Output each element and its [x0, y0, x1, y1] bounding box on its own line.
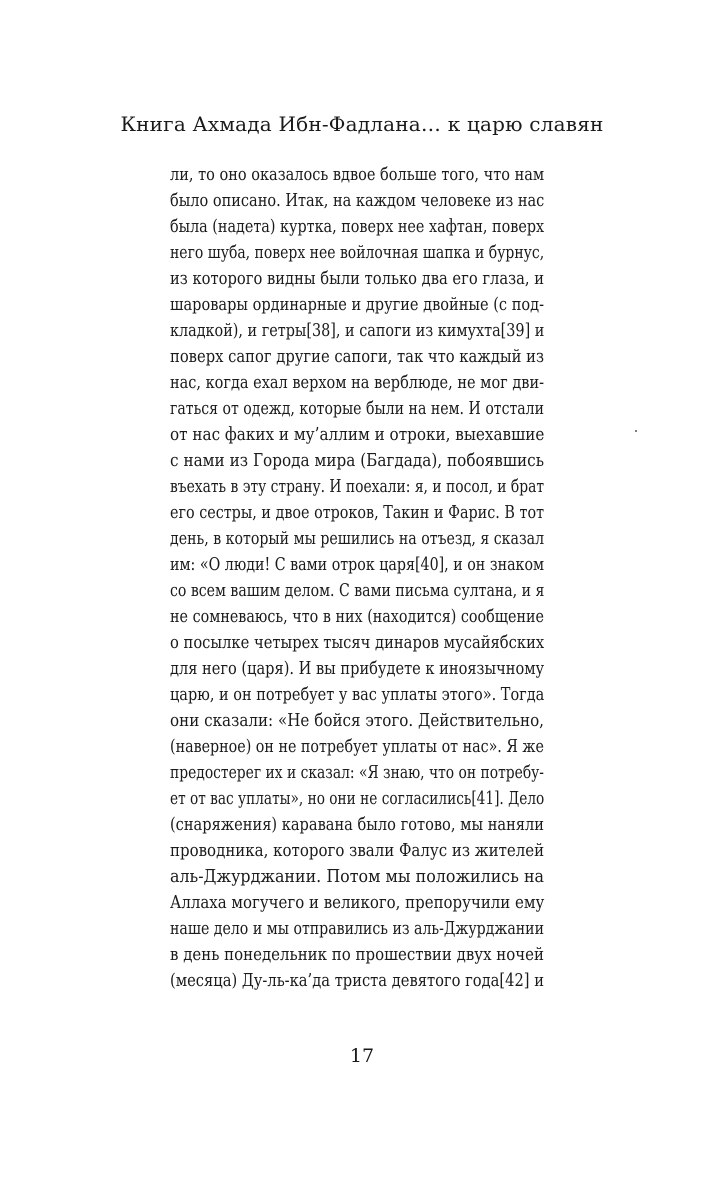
text-line: шаровары ординарные и другие двойные (с под-	[170, 294, 544, 315]
text-line: гаться от одежд, которые были на нем. И отстали	[170, 398, 544, 419]
text-line: (месяца) Ду-ль-ка’да триста девятого года[42] и	[170, 970, 544, 991]
text-line: кладкой), и гетры[38], и сапоги из кимухта[39] и	[170, 320, 545, 341]
text-line: им: «О люди! С вами отрок царя[40], и он знаком	[170, 554, 545, 575]
text-line: поверх сапог другие сапоги, так что каждый из	[170, 346, 544, 367]
text-line: его сестры, и двое отроков, Такин и Фарис. В тот	[170, 502, 544, 523]
text-line: от нас факих и му’аллим и отроки, выехавшие	[170, 424, 545, 445]
page-number: 17	[349, 1045, 375, 1067]
text-line: (наверное) он не потребует уплаты от нас». Я же	[170, 736, 544, 757]
text-line: въехать в эту страну. И поехали: я, и посол, и брат	[170, 476, 545, 497]
text-line: с нами из Города мира (Багдада), побоявшись	[170, 450, 544, 471]
text-line: они сказали: «Не бойся этого. Действительно,	[170, 710, 544, 731]
text-line: наше дело и мы отправились из аль-Джурджании	[170, 918, 544, 939]
text-line: царю, и он потребует у вас уплаты этого». Тогда	[170, 684, 545, 705]
running-head: Книга Ахмада Ибн-Фадлана… к царю славян	[120, 112, 604, 136]
text-line: ет от вас уплаты», но они не согласились[41]. Дело	[170, 788, 545, 809]
text-line: была (надета) куртка, поверх нее хафтан, поверх	[170, 216, 545, 237]
text-line: для него (царя). И вы прибудете к иноязычному	[170, 658, 545, 679]
text-line: не сомневаюсь, что в них (находится) сообщение	[170, 606, 544, 627]
paper-speck	[635, 430, 637, 432]
text-line: предостерег их и сказал: «Я знаю, что он потребу-	[170, 762, 544, 783]
body-text	[170, 162, 544, 994]
text-line: день, в который мы решились на отъезд, я сказал	[170, 528, 545, 549]
text-line: со всем вашим делом. С вами письма султана, и я	[170, 580, 545, 601]
text-line: о посылке четырех тысяч динаров мусайябских	[170, 632, 545, 653]
text-line: аль-Джурджании. Потом мы положились на	[170, 866, 544, 887]
text-line: проводника, которого звали Фалус из жителей	[170, 840, 545, 861]
text-line: Аллаха могучего и великого, препоручили ему	[170, 892, 545, 913]
text-line: него шуба, поверх нее войлочная шапка и бурнус,	[170, 242, 545, 263]
text-line: нас, когда ехал верхом на верблюде, не мог дви-	[170, 372, 544, 393]
text-line: (снаряжения) каравана было готово, мы наняли	[170, 814, 544, 835]
text-line: ли, то оно оказалось вдвое больше того, что нам	[170, 164, 545, 185]
text-line: из которого видны были только два его глаза, и	[170, 268, 545, 289]
text-line: было описано. Итак, на каждом человеке из нас	[170, 190, 545, 211]
text-line: в день понедельник по прошествии двух ночей	[170, 944, 544, 965]
